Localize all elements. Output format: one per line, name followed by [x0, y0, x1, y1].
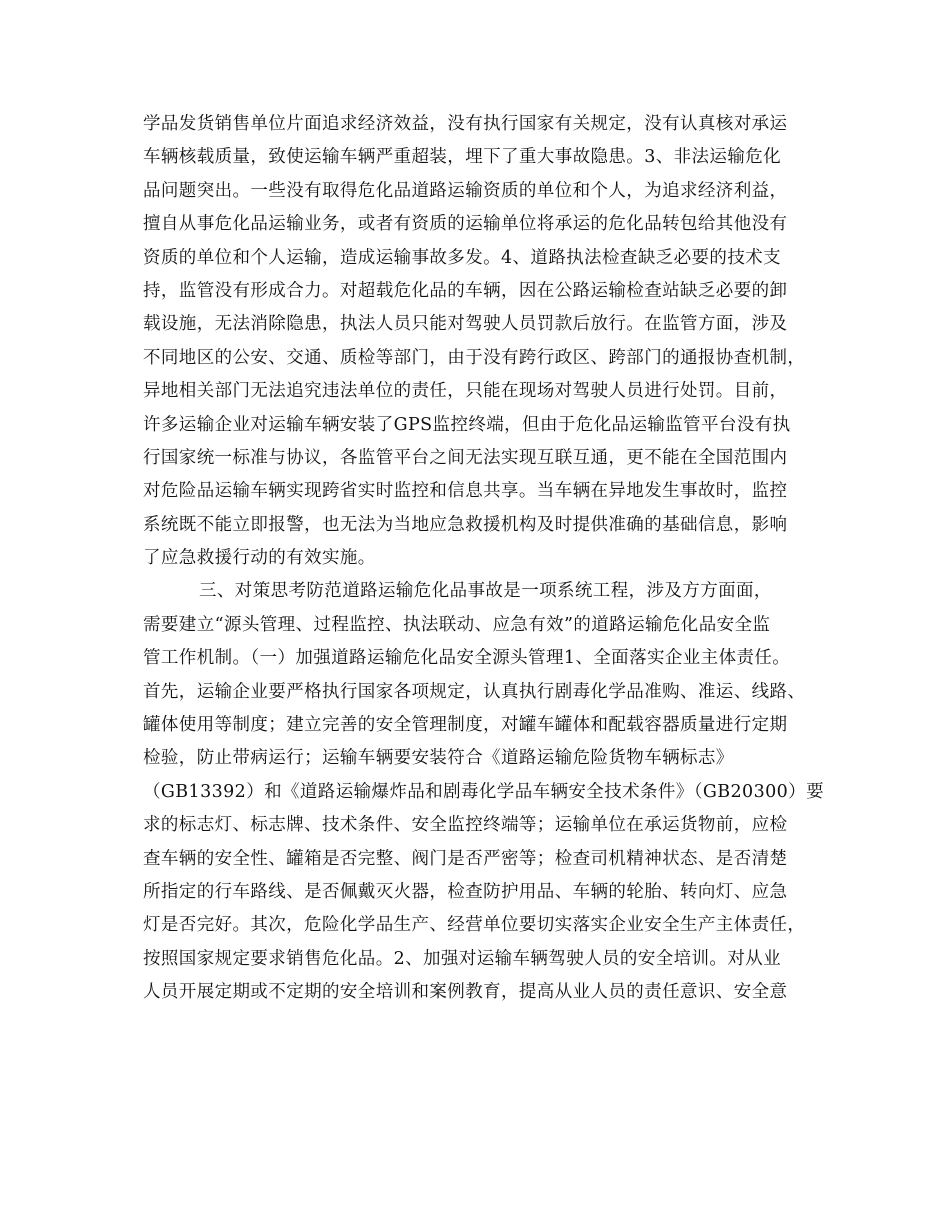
text-line: 学品发货销售单位片面追求经济效益，没有执行国家有关规定，没有认真核对承运 — [143, 114, 788, 134]
text-line: 了应急救援行动的有效实施。 — [143, 548, 376, 569]
document-page — [143, 108, 823, 1010]
text-line: 求的标志灯、标志牌、技术条件、安全监控终端等；运输单位在承运货物前，应检 — [143, 815, 788, 836]
text-line: 需要建立“源头管理、过程监控、执法联动、应急有效”的道路运输危化品安全监 — [143, 614, 771, 635]
text-line: 首先，运输企业要严格执行国家各项规定，认真执行剧毒化学品准购、准运、线路、 — [143, 681, 806, 702]
text-line: 三、对策思考防范道路运输危化品事故是一项系统工程，涉及方方面面， — [199, 581, 772, 602]
text-line: 系统既不能立即报警，也无法为当地应急救援机构及时提供准确的基础信息，影响 — [143, 514, 788, 535]
text-line: 灯是否完好。其次，危险化学品生产、经营单位要切实落实企业安全生产主体责任， — [143, 915, 806, 936]
text-line: 载设施，无法消除隐患，执法人员只能对驾驶人员罚款后放行。在监管方面，涉及 — [143, 314, 788, 335]
text-line: 罐体使用等制度；建立完善的安全管理制度，对罐车罐体和配载容器质量进行定期 — [143, 715, 788, 736]
text-line: 按照国家规定要求销售危化品。2、加强对运输车辆驾驶人员的安全培训。对从业 — [143, 948, 782, 969]
text-line: 行国家统一标准与协议，各监管平台之间无法实现互联互通，更不能在全国范围内 — [143, 447, 788, 468]
text-line: 许多运输企业对运输车辆安装了GPS监控终端，但由于危化品运输监管平台没有执 — [143, 414, 791, 435]
text-line: 资质的单位和个人运输，造成运输事故多发。4、道路执法检查缺乏必要的技术支 — [143, 247, 782, 268]
text-line: 车辆核载质量，致使运输车辆严重超装，埋下了重大事故隐患。3、非法运输危化 — [143, 147, 782, 168]
text-line: 异地相关部门无法追究违法单位的责任，只能在现场对驾驶人员进行处罚。目前， — [143, 381, 788, 402]
text-line: 对危险品运输车辆实现跨省实时监控和信息共享。当车辆在异地发生事故时，监控 — [143, 481, 788, 502]
paragraph-2 — [143, 575, 823, 1009]
text-line: 品问题突出。一些没有取得危化品道路运输资质的单位和个人，为追求经济利益， — [143, 180, 788, 201]
text-line: 查车辆的安全性、罐箱是否完整、阀门是否严密等；检查司机精神状态、是否清楚 — [143, 848, 788, 869]
text-line: 持，监管没有形成合力。对超载危化品的车辆，因在公路运输检查站缺乏必要的卸 — [143, 280, 788, 301]
text-line: 检验，防止带病运行；运输车辆要安装符合《道路运输危险货物车辆标志》 — [143, 748, 734, 769]
text-line: 人员开展定期或不定期的安全培训和案例教育，提高从业人员的责任意识、安全意 — [143, 982, 788, 1003]
text-line: 管工作机制。（一）加强道路运输危化品安全源头管理1、全面落实企业主体责任。 — [143, 648, 791, 669]
text-line: 不同地区的公安、交通、质检等部门，由于没有跨行政区、跨部门的通报协查机制， — [143, 347, 806, 368]
text-line: 擅自从事危化品运输业务，或者有资质的运输单位将承运的危化品转包给其他没有 — [143, 214, 788, 235]
paragraph-1 — [143, 108, 823, 575]
text-line: 所指定的行车路线、是否佩戴灭火器，检查防护用品、车辆的轮胎、转向灯、应急 — [143, 881, 788, 902]
text-line: （GB13392）和《道路运输爆炸品和剧毒化学品车辆安全技术条件》（GB20300）要 — [143, 781, 824, 802]
